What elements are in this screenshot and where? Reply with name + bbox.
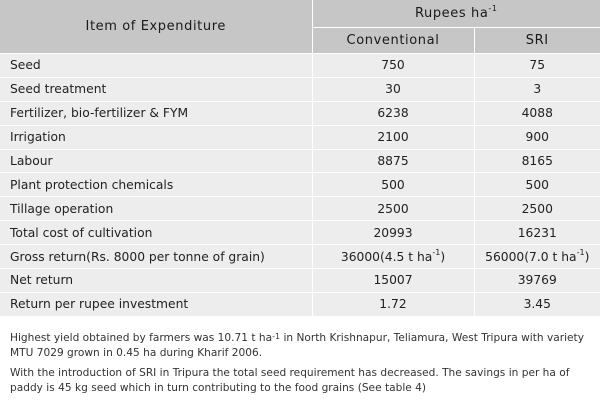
row-conventional-value: 8875 xyxy=(312,149,474,173)
table-row xyxy=(0,149,600,173)
table-header xyxy=(0,0,600,54)
gross-return-conventional-superscript: -1 xyxy=(432,247,441,257)
rupees-header-superscript: -1 xyxy=(488,4,498,13)
table-row xyxy=(0,197,600,221)
sri-header: SRI xyxy=(474,28,600,54)
row-sri-value: 2500 xyxy=(474,197,600,221)
header-row-top xyxy=(0,0,600,28)
gross-return-conventional-text: 36000(4.5 t ha xyxy=(340,249,433,264)
gross-return-sri-tail: ) xyxy=(584,249,590,264)
table-notes xyxy=(10,331,590,401)
row-item-label: Total cost of cultivation xyxy=(0,221,312,245)
row-item-label: Tillage operation xyxy=(0,197,312,221)
row-item-label: Seed treatment xyxy=(0,77,312,101)
row-conventional-value: 15007 xyxy=(312,269,474,293)
row-conventional-value: 1.72 xyxy=(312,292,474,315)
row-conventional-value: 6238 xyxy=(312,101,474,125)
note-highest-yield xyxy=(10,331,590,361)
row-sri-value: 500 xyxy=(474,173,600,197)
row-sri-value: 8165 xyxy=(474,149,600,173)
table-row xyxy=(0,292,600,315)
row-sri-value: 75 xyxy=(474,54,600,78)
row-sri-value: 16231 xyxy=(474,221,600,245)
row-item-label: Fertilizer, bio-fertilizer & FYM xyxy=(0,101,312,125)
table-row xyxy=(0,269,600,293)
table-row xyxy=(0,245,600,269)
gross-return-sri-text: 56000(7.0 t ha xyxy=(485,249,577,264)
row-item-label: Gross return(Rs. 8000 per tonne of grain) xyxy=(0,245,312,269)
rupees-header-label: Rupees ha xyxy=(414,6,489,21)
row-sri-value: 4088 xyxy=(474,101,600,125)
note-highest-yield-text-cont: in North Krishnapur, Teliamura, West Tripura with variety MTU 7029 grown in 0.45 ha during Kharif 2006. xyxy=(10,332,584,359)
row-sri-value: 3.45 xyxy=(474,292,600,315)
row-item-label: Labour xyxy=(0,149,312,173)
item-of-expenditure-header xyxy=(0,0,312,54)
row-item-label: Irrigation xyxy=(0,125,312,149)
gross-return-sri-superscript: -1 xyxy=(576,247,585,257)
row-item-label: Plant protection chemicals xyxy=(0,173,312,197)
row-conventional-value: 2100 xyxy=(312,125,474,149)
row-item-label: Return per rupee investment xyxy=(0,292,312,315)
conventional-header: Conventional xyxy=(312,28,474,54)
note-seed-savings: With the introduction of SRI in Tripura the total seed requirement has decreased. The savings in per ha of paddy is 45 kg seed which in turn contributing to the food grains (See table 4) xyxy=(10,367,570,394)
table-body xyxy=(0,54,600,316)
table-row xyxy=(0,173,600,197)
row-conventional-value: 2500 xyxy=(312,197,474,221)
gross-return-conventional-tail: ) xyxy=(440,249,446,264)
table-row xyxy=(0,77,600,101)
row-sri-value: 900 xyxy=(474,125,600,149)
table-row xyxy=(0,101,600,125)
table-row xyxy=(0,125,600,149)
row-conventional-value: 500 xyxy=(312,173,474,197)
row-item-label: Seed xyxy=(0,54,312,78)
table-row xyxy=(0,54,600,78)
note-highest-yield-superscript: -1 xyxy=(272,332,281,341)
row-item-label: Net return xyxy=(0,269,312,293)
row-conventional-value xyxy=(312,245,474,269)
table-row xyxy=(0,221,600,245)
row-sri-value xyxy=(474,245,600,269)
row-conventional-value: 30 xyxy=(312,77,474,101)
item-header-label: Item of Expenditure xyxy=(85,19,226,34)
row-conventional-value: 750 xyxy=(312,54,474,78)
row-sri-value: 3 xyxy=(474,77,600,101)
row-conventional-value: 20993 xyxy=(312,221,474,245)
rupees-per-ha-header xyxy=(312,0,600,28)
row-sri-value: 39769 xyxy=(474,269,600,293)
note-highest-yield-text: Highest yield obtained by farmers was 10.71 t ha xyxy=(10,332,273,344)
